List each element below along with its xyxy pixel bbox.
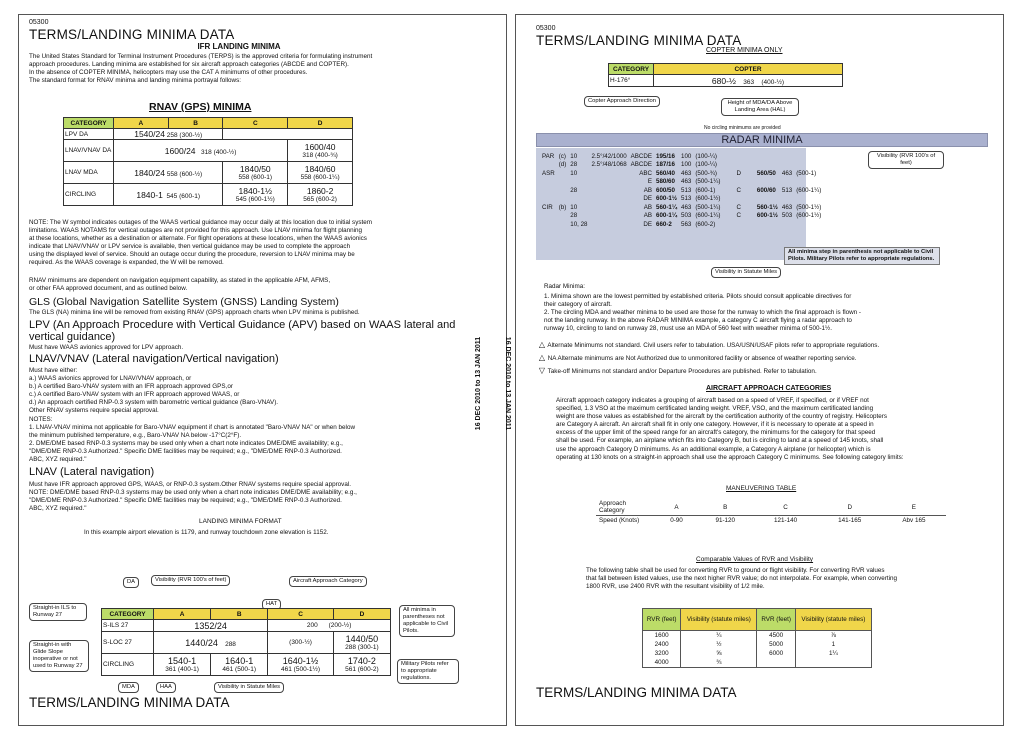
rvr-row: 2400 ½ 5000 1 bbox=[643, 640, 872, 649]
maneuvering-heading: MANEUVERING TABLE bbox=[726, 485, 797, 492]
page-ref: 05300 bbox=[29, 19, 49, 26]
rvr-row: 1600 ¼ 4500 ⅞ bbox=[643, 631, 872, 641]
format-heading: LANDING MINIMA FORMAT bbox=[199, 518, 282, 525]
radar-minima-table bbox=[540, 152, 823, 229]
rvr-row: 4000 ¾ bbox=[643, 658, 872, 668]
date-side-right-inner: 16 DEC 2010 to 13 JAN 2011 bbox=[504, 336, 512, 431]
callout-hat: HAT bbox=[262, 599, 281, 610]
page-ref: 05300 bbox=[536, 25, 556, 32]
callout-radar-parenthesis: All minima step in parenthesis not applicable to Civil Pilots. Military Pilots refer to appropriate regulations. bbox=[784, 247, 940, 265]
lnav-heading: LNAV (Lateral navigation) bbox=[29, 466, 155, 478]
radar-row: DE 600-1½ 513 (600-1½) bbox=[643, 195, 721, 203]
date-side-left-inner: 16 DEC 2010 to 13 JAN 2011 bbox=[475, 336, 483, 431]
page-title: TERMS/LANDING MINIMA DATA bbox=[29, 27, 235, 42]
gls-text: The GLS (NA) minima line will be removed from existing RNAV (GPS) approach charts when LPV minima is published. bbox=[29, 309, 360, 316]
comparable-text: The following table shall be used for converting RVR to ground or flight visibility. For converting RVR values that fall between listed values, use the next higher RVR value; do not interpolate. For example, when converting 1800 RVR, use 2400 RVR with the resultant visibility of 1/2 mile. bbox=[586, 567, 898, 591]
radar-row: CIR (b) 10 AB 560-1¼ 463 (500-1¼) C 560-1½ 463 (500-1½) bbox=[542, 203, 822, 211]
callout-copter-height: Height of MDA/DA Above Landing Area (HAL) bbox=[721, 98, 799, 116]
left-page bbox=[18, 14, 507, 726]
radar-notes: 1. Minima shown are the lowest permitted by established criteria. Pilots should consult applicable directives for their category of aircraft. 2. The circling MDA and weather minima to be used are those for the runway to which the final approach is flown - not the landing runway. In the above RADAR MINIMA example, a category C aircraft flying a radar approach to runway 10, circling to land on runway 28, must use an MDA of 560 feet with weather minima of 500-1½. bbox=[544, 293, 861, 333]
page-title: TERMS/LANDING MINIMA DATA bbox=[536, 33, 742, 48]
callout-radar-visibility-statute: Visibility in Statute Miles bbox=[711, 267, 781, 278]
lpv-text: Must have WAAS avionics approved for LPV approach. bbox=[29, 344, 184, 351]
rnav-dependent-text: RNAV minimums are dependent on navigation equipment capability, as stated in the applicable AFM, AFMS, or other FAA approved document, and as outlined below. bbox=[29, 277, 331, 293]
callout-visibility-rvr: Visibility (RVR 100's of feet) bbox=[151, 575, 230, 586]
lnav-text: Must have IFR approach approved GPS, WAAS, or RNP-0.3 system.Other RNAV systems require special approval. NOTE: DME/DME based RNP-0.3 systems may be used only when a chart note indicates DME/DME availability; e.g., "DME/DME RNP-0.3 Authorized." Specific DME facilities may be required; e.g., "DME/DME RNP-0.3 Authorized. ABC, XYZ required." bbox=[29, 481, 357, 513]
callout-parentheses: All minima in parentheses not applicable to Civil Pilots. bbox=[399, 605, 455, 637]
callout-military: Military Pilots refer to appropriate regulations. bbox=[397, 659, 459, 684]
callout-straight-glide: Straight-in with Glide Slope inoperative or not used to Runway 27 bbox=[29, 640, 89, 672]
rnav-heading: RNAV (GPS) MINIMA bbox=[149, 101, 252, 113]
comparable-heading: Comparable Values of RVR and Visibility bbox=[696, 556, 814, 563]
lnav-vnav-text: Must have either: a.) WAAS avionics approved for LNAV/VNAV approach, or b.) A certified Baro-VNAV system with an IFR approach approved GPS,or c.) A certified Baro-VNAV system with an IFR approach approved WAAS, or d.) An approach certified RNP-0.3 system with barometric vertical guidance (Baro-VNAV). Other RNAV systems require special approval. NOTES: 1. LNAV-VNAV minima not applicable for Baro-VNAV equipment if chart is annotated "Baro-VNAV NA" or when below the minimum published temperature, e.g., Baro-VNAV NA below -17°C(2°F). 2. DME/DME based RNP-0.3 systems may be used only when a chart note indicates DME/DME availability; e.g., "DME/DME RNP-0.3 Authorized." Specific DME facilities may be required; e.g., "DME/DME RNP-0.3 Authorized. ABC, XYZ required." bbox=[29, 367, 355, 464]
aac-text: Aircraft approach category indicates a grouping of aircraft based on a speed of VREF, if specified, or if VREF not specified, 1.3 VSO at the maximum certificated landing weight. VREF, VSO, and the maximum certificated landing weight are those values as established for the aircraft by the certification authority of the country of registry. Helicopters are Category A aircraft. An aircraft shall fit in only one category. However, if it is necessary to operate at a speed in excess of the upper limit of the speed range for an aircraft's category, the minimums for the category for that speed shall be used. For example, an airplane which fits into Category B, but is circling to land at a speed of 145 knots, shall use the approach Category D minimums. As an additional example, a Category A airplane (or helicopter) which is operating at 130 knots on a straight-in approach shall use the approach Category C minimums. See following category limits: bbox=[556, 397, 904, 461]
aac-heading: AIRCRAFT APPROACH CATEGORIES bbox=[706, 385, 832, 392]
radar-row: 28 AB 600/50 513 (600-1) C 600/60 513 (600-1¼) bbox=[570, 186, 822, 194]
radar-row: 10, 28 DE 660-2 563 (600-2) bbox=[570, 220, 716, 228]
callout-straight-ils: Straight-in ILS to Runway 27 bbox=[29, 603, 87, 621]
lpv-heading: LPV (An Approach Procedure with Vertical Guidance (APV) based on WAAS lateral and vertical guidance) bbox=[29, 319, 456, 343]
radar-row: E 580/60 463 (500-1¼) bbox=[647, 178, 721, 186]
copter-minima-table: CATEGORY COPTER H-176° 680-½ 363 (400-½) bbox=[608, 63, 843, 87]
radar-row: ASR 10 ABC 560/40 463 (500-¾) D 560/50 463 (500-1) bbox=[542, 169, 817, 177]
maneuvering-table: Approach Category A B C D E Speed (Knots) 0-90 91-120 121-140 141-165 Abv 165 bbox=[596, 499, 946, 525]
page-footer: TERMS/LANDING MINIMA DATA bbox=[29, 695, 230, 710]
rvr-row: 3200 ⅝ 6000 1¼ bbox=[643, 649, 872, 658]
rnav-minima-table: CATEGORY A B C D LPV DA 1540/24 258 (300-½) LNAV/VNAV DA 1600/24 318 (400-½) 1600/40 318 (400-¾) LNAV MDA 1840/24 558 (600-½) 1840/50 558 (600-1) 1840/60 558 (600-1¼) CIRCLING 1840-1 545 (600-1) 1840-1½ 545 (600-1½) 1860-2 565 (600-2) bbox=[63, 117, 353, 206]
symbol-notes: △ Alternate Minimums not standard. Civil users refer to tabulation. USA/USN/USAF pilots refer to appropriate regulations. △ NA Alternate minimums are Not Authorized due to unmonitored facility or absence of weather reporting service. ▽ Take-off Minimums not standard and/or Departure Procedures are published. Refer to tabulation. bbox=[538, 340, 880, 376]
radar-minima-label: Radar Minima: bbox=[544, 283, 585, 290]
intro-text: The United States Standard for Terminal Instrument Procedures (TERPS) is the approved criteria for formulating instrument approach procedures. Landing minima are established for six aircraft approach categories (ABCDE and COPTER). In the absence of COPTER MINIMA, helicopters may use the CAT A minimums of other procedures. The standard format for RNAV minima and landing minima portrayal follows: bbox=[29, 53, 373, 85]
waas-note: NOTE: The W symbol indicates outages of the WAAS vertical guidance may occur daily at this location due to initial system limitations. WAAS NOTAMS for vertical outages are not provided for this approach. Use LNAV minima for flight planning at these locations, whether as a destination or alternate. For flight operations at these locations, when the WAAS avionics indicate that LNAV/VNAV or LPV service is available, then vertical guidance may be used to complete the approach using the displayed level of service. Should an outage occur during the procedure, reversion to LNAV minima may be required. As the WAAS coverage is expanded, the W will be removed. bbox=[29, 219, 372, 267]
radar-heading: RADAR MINIMA bbox=[536, 133, 988, 147]
right-page bbox=[515, 14, 1004, 726]
callout-copter-direction: Copter Approach Direction bbox=[584, 96, 660, 107]
takeoff-triangle-icon: ▽ bbox=[538, 366, 546, 376]
landing-format-table: CATEGORY A B C D S-ILS 27 1352/24 200 (200-½) S-LOC 27 1440/24 288 (300-½) 1440/50 288 (300-1) CIRCLING 1540-1 361 (400-1) 1640-1 461 (500-1) 1640-1½ 461 (500-1½) 1740-2 561 (600-2) bbox=[101, 608, 391, 676]
lnav-vnav-heading: LNAV/VNAV (Lateral navigation/Vertical navigation) bbox=[29, 353, 279, 365]
radar-row: (d) 28 2.5°/48/1068 ABCDE 187/16 100 (100-¼) bbox=[558, 161, 717, 169]
callout-radar-visibility-rvr: Visibility (RVR 100's of feet) bbox=[868, 151, 944, 169]
page-footer: TERMS/LANDING MINIMA DATA bbox=[536, 685, 737, 700]
rvr-table: RVR (feet) Visibility (statute miles) RVR (feet) Visibility (statute miles) 1600 ¼ 4500 ⅞ 2400 ½ 5000 1 3200 ⅝ 6000 1¼ 4000 ¾ bbox=[642, 608, 872, 668]
callout-da: DA bbox=[123, 577, 139, 588]
alternate-triangle-icon: △ bbox=[538, 340, 546, 349]
format-intro: In this example airport elevation is 1179, and runway touchdown zone elevation is 1152. bbox=[84, 529, 329, 536]
callout-mda: MDA bbox=[118, 682, 139, 693]
gls-heading: GLS (Global Navigation Satellite System (GNSS) Landing System) bbox=[29, 296, 339, 308]
ifr-subtitle: IFR LANDING MINIMA bbox=[197, 42, 281, 51]
callout-haa: HAA bbox=[156, 682, 176, 693]
callout-aircraft-category: Aircraft Approach Category bbox=[289, 576, 367, 587]
na-triangle-icon: △ bbox=[538, 353, 546, 363]
radar-row: 28 AB 600-1¼ 503 (600-1¼) C 600-1½ 503 (600-1½) bbox=[570, 212, 822, 220]
copter-heading: COPTER MINIMA ONLY bbox=[706, 47, 783, 54]
callout-visibility-statute: Visibility in Statute Miles bbox=[214, 682, 284, 693]
no-circling-note: No circling minimums are provided bbox=[704, 125, 781, 131]
radar-row: PAR (c) 10 2.5°/42/1000 ABCDE 195/16 100 (100-¼) bbox=[542, 152, 717, 160]
